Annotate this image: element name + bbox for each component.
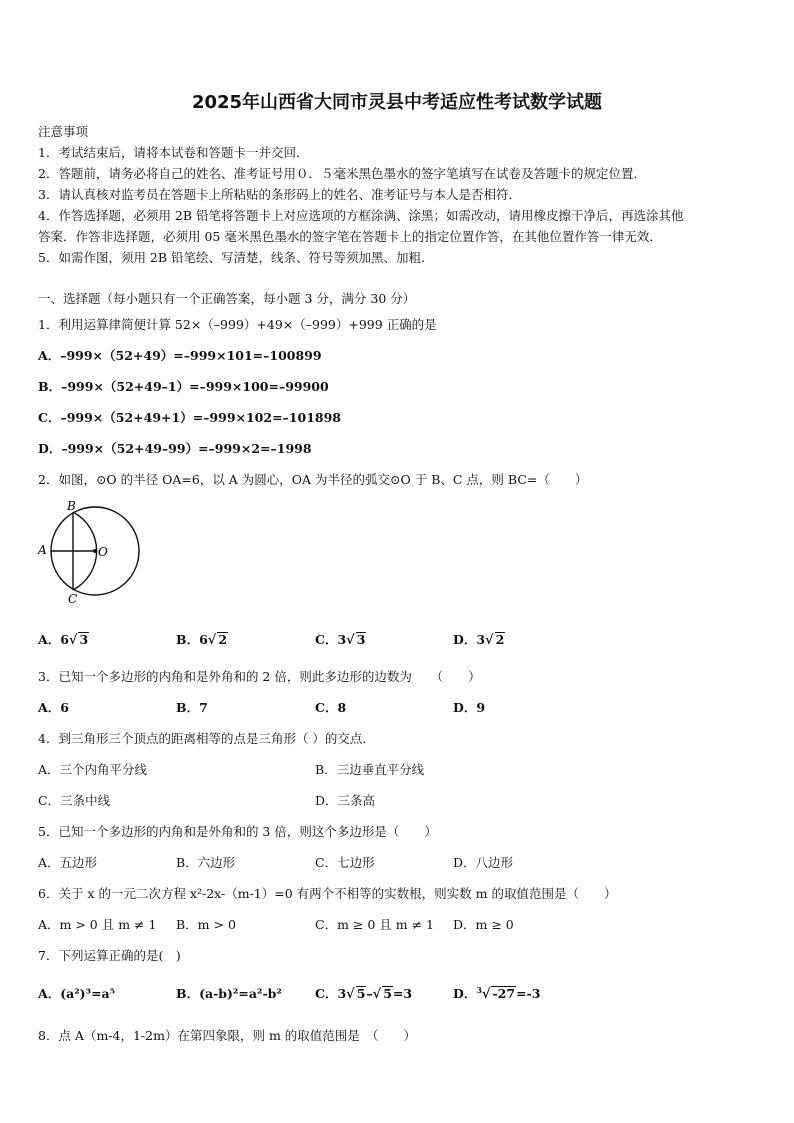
note-item: 1．考试结束后，请将本试卷和答题卡一并交回． bbox=[38, 145, 309, 160]
note-item: 4．作答选择题，必须用 2B 铅笔将答题卡上对应选项的方框涂满、涂黑；如需改动，请用橡皮擦干净后，再选涂其他 bbox=[38, 208, 684, 223]
question-1-option-a: A．–999×（52+49）=–999×101=–100899 bbox=[38, 348, 322, 363]
question-2-option-c: C．3√ 3 bbox=[315, 632, 366, 648]
question-7-option-b: B．(a-b)²=a²-b² bbox=[176, 986, 282, 1001]
question-1-option-c: C．–999×（52+49+1）=–999×102=–101898 bbox=[38, 410, 341, 425]
question-4-stem: 4．到三角形三个顶点的距离相等的点是三角形（ ）的交点． bbox=[38, 731, 375, 746]
question-5-option-b: B．六边形 bbox=[176, 855, 236, 870]
question-7-option-a: A．(a²)³=a⁵ bbox=[38, 986, 116, 1001]
label-b: B bbox=[67, 499, 76, 513]
question-6-option-b: B．m > 0 bbox=[176, 917, 236, 932]
note-item: 答案．作答非选择题，必须用 05 毫米黑色墨水的签字笔在答题卡上的指定位置作答，在其他位置作答一律无效． bbox=[38, 229, 662, 244]
question-5-stem: 5．已知一个多边形的内角和是外角和的 3 倍，则这个多边形是（ ） bbox=[38, 824, 437, 839]
section-heading: 一、选择题（每小题只有一个正确答案，每小题 3 分，满分 30 分） bbox=[38, 291, 416, 306]
label-c: C bbox=[68, 592, 78, 606]
question-2-stem: 2．如图，⊙O 的半径 OA=6，以 A 为圆心，OA 为半径的弧交⊙O 于 B、C 点，则 BC=（ ） bbox=[38, 472, 588, 487]
circle-figure bbox=[36, 495, 146, 610]
note-item: 3．请认真核对监考员在答题卡上所粘贴的条形码上的姓名、准考证号与本人是否相符． bbox=[38, 187, 521, 202]
page-title: 2025年山西省大同市灵县中考适应性考试数学试题 bbox=[191, 92, 603, 113]
question-4-option-a: A．三个内角平分线 bbox=[38, 762, 148, 777]
label-o: O bbox=[98, 545, 108, 559]
question-1-option-d: D．–999×（52+49–99）=–999×2=–1998 bbox=[38, 441, 312, 456]
question-4-option-d: D．三条高 bbox=[315, 793, 376, 808]
question-3-option-c: C．8 bbox=[315, 700, 347, 715]
question-6-option-c: C．m ≥ 0 且 m ≠ 1 bbox=[315, 917, 434, 932]
question-7-option-d: D．$^3$√ -27=-3 bbox=[453, 984, 541, 1002]
question-6-stem: 6．关于 x 的一元二次方程 x²-2x-（m-1）=0 有两个不相等的实数根，则实数 m 的取值范围是（ ） bbox=[38, 886, 617, 901]
note-item: 2．答题前，请务必将自己的姓名、准考证号用０．５毫米黑色墨水的签字笔填写在试卷及答题卡的规定位置． bbox=[38, 166, 646, 181]
question-7-option-c: C．3√ 5–√ 5=3 bbox=[315, 986, 413, 1002]
question-2-option-d: D．3√ 2 bbox=[453, 632, 505, 648]
question-4-option-b: B．三边垂直平分线 bbox=[315, 762, 425, 777]
label-a: A bbox=[38, 543, 47, 557]
question-8-stem: 8．点 A（m-4，1-2m）在第四象限，则 m 的取值范围是 （ ） bbox=[38, 1028, 417, 1043]
question-2-option-a: A．6√ 3 bbox=[38, 632, 89, 648]
question-6-option-d: D．m ≥ 0 bbox=[453, 917, 514, 932]
question-4-option-c: C．三条中线 bbox=[38, 793, 111, 808]
question-1-stem: 1．利用运算律简便计算 52×（–999）+49×（–999）+999 正确的是 bbox=[38, 317, 437, 332]
question-7-stem: 7．下列运算正确的是( ) bbox=[38, 948, 181, 963]
question-6-option-a: A．m > 0 且 m ≠ 1 bbox=[38, 917, 157, 932]
question-2-option-b: B．6√ 2 bbox=[176, 632, 228, 648]
question-5-option-c: C．七边形 bbox=[315, 855, 375, 870]
question-3-option-d: D．9 bbox=[453, 700, 486, 715]
note-item: 5．如需作图，须用 2B 铅笔绘、写清楚，线条、符号等须加黑、加粗． bbox=[38, 250, 434, 265]
question-3-stem: 3．已知一个多边形的内角和是外角和的 2 倍，则此多边形的边数为 （ ） bbox=[38, 669, 481, 684]
question-1-option-b: B．–999×（52+49–1）=–999×100=–99900 bbox=[38, 379, 329, 394]
question-3-option-a: A．6 bbox=[38, 700, 69, 715]
question-3-option-b: B．7 bbox=[176, 700, 208, 715]
question-5-option-a: A．五边形 bbox=[38, 855, 98, 870]
question-5-option-d: D．八边形 bbox=[453, 855, 514, 870]
notes-heading: 注意事项 bbox=[38, 124, 89, 139]
